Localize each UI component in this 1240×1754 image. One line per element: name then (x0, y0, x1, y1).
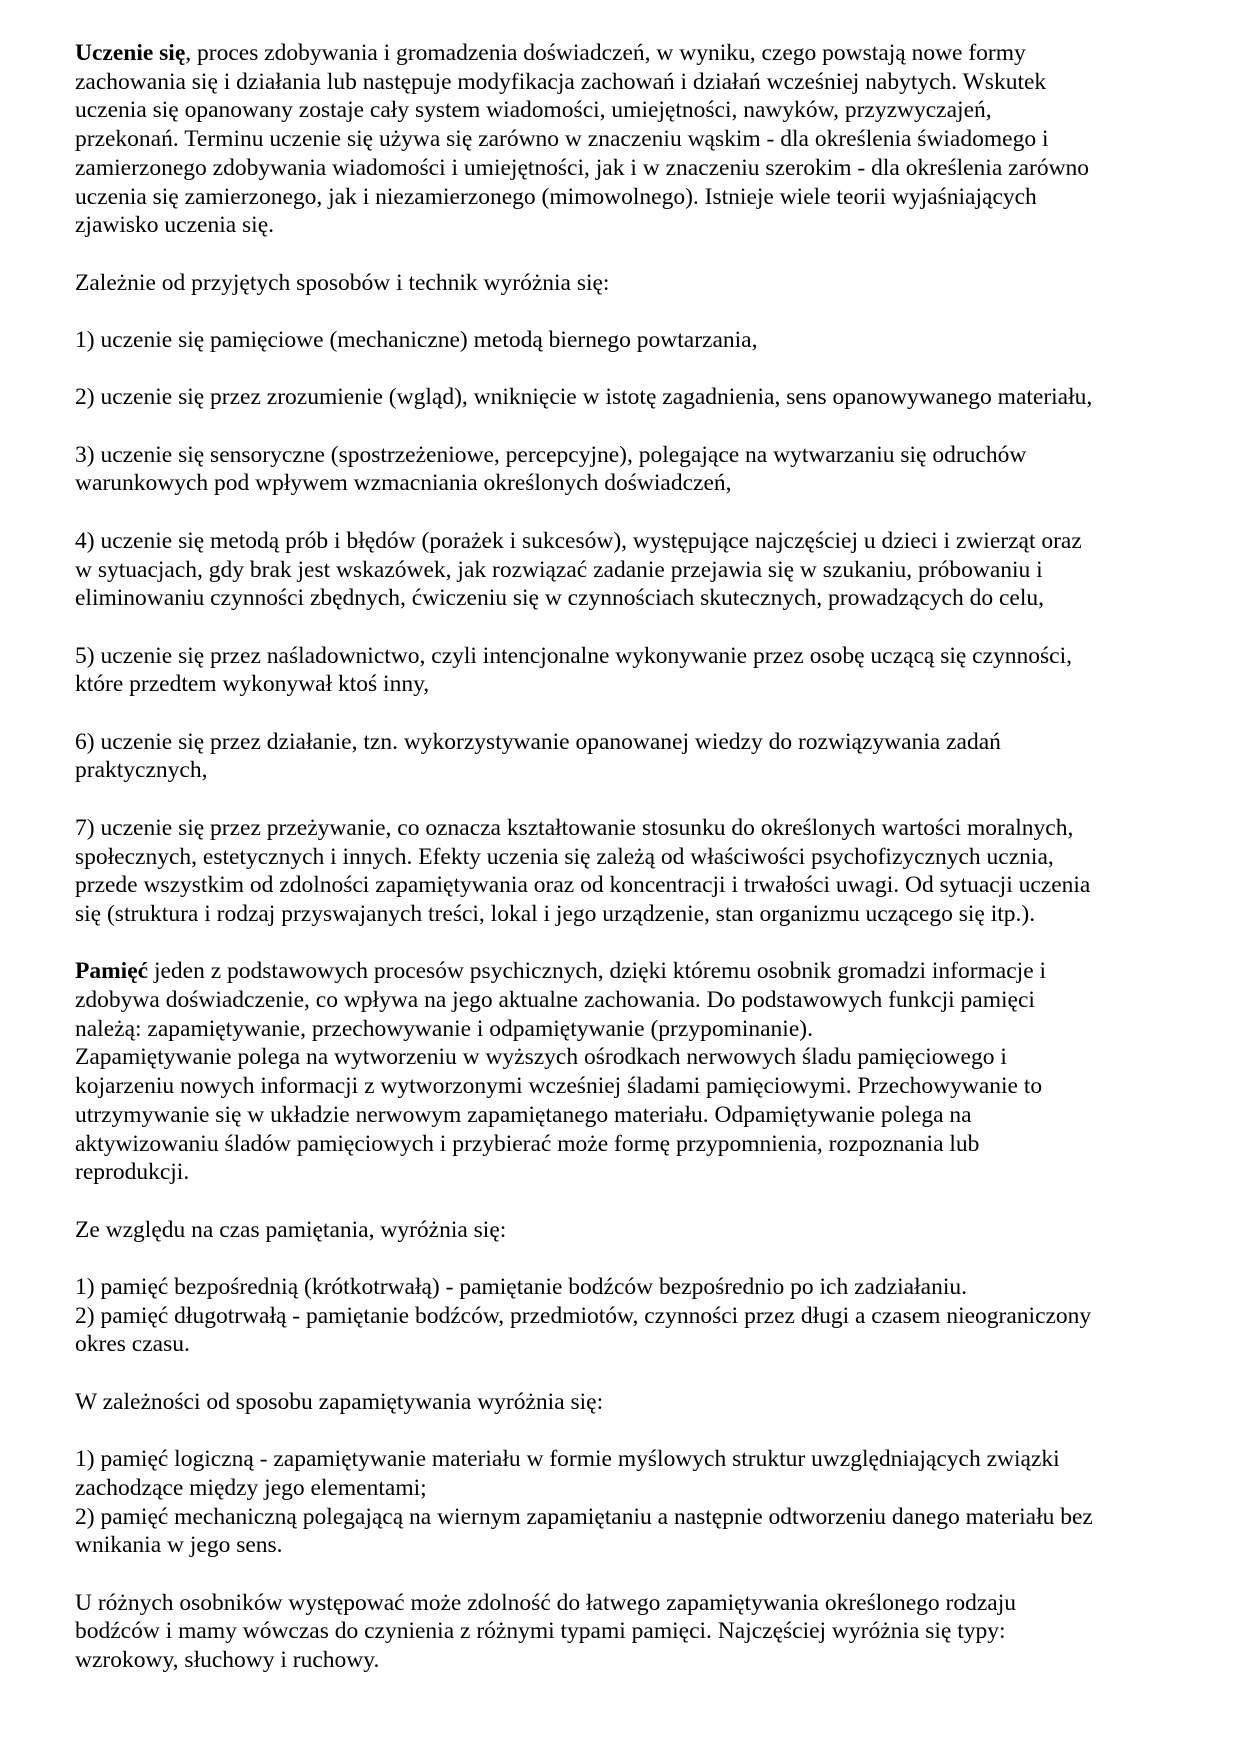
paragraph (75, 642, 1175, 699)
text-line (75, 1388, 1175, 1417)
text-line (75, 1617, 1175, 1646)
text-line (75, 183, 1175, 212)
text-line (75, 584, 1175, 613)
text-line (75, 269, 1175, 298)
text-line (75, 642, 1175, 671)
paragraph (75, 1445, 1175, 1560)
line-text: 2) uczenie się przez zrozumienie (wgląd), wniknięcie w istotę zagadnienia, sens opanowywanego materiału, (75, 384, 1093, 411)
text-line (75, 154, 1175, 183)
line-text: utrzymywanie się w układzie nerwowym zapamiętanego materiału. Odpamiętywanie polega na (75, 1101, 972, 1128)
text-line (75, 1158, 1175, 1187)
line-text: Zależnie od przyjętych sposobów i technik wyróżnia się: (75, 269, 610, 296)
paragraph (75, 441, 1175, 498)
line-text: eliminowaniu czynności zbędnych, ćwiczeniu się w czynnościach skutecznych, prowadzących do celu, (75, 585, 1044, 612)
text-line (75, 39, 1175, 68)
text-line (75, 756, 1175, 785)
text-line (75, 670, 1175, 699)
paragraph (75, 1216, 1175, 1245)
line-text: kojarzeniu nowych informacji z wytworzonymi wcześniej śladami pamięciowymi. Przechowywanie to (75, 1073, 1043, 1100)
line-text: zamierzonego zdobywania wiadomości i umiejętności, jak i w znaczeniu szerokim - dla określenia zarówno (75, 154, 1090, 181)
line-text: bodźców i mamy wówczas do czynienia z różnymi typami pamięci. Najczęściej wyróżnia się typy: (75, 1618, 1006, 1645)
line-text: Ze względu na czas pamiętania, wyróżnia się: (75, 1216, 507, 1243)
line-text: się (struktura i rodzaj przyswajanych treści, lokal i jego urządzenie, stan organizmu uczącego się itp.). (75, 900, 1036, 927)
text-line (75, 1445, 1175, 1474)
line-text: w sytuacjach, gdy brak jest wskazówek, jak rozwiązać zadanie przejawia się w szukaniu, próbowaniu i (75, 556, 1043, 583)
text-line (75, 1101, 1175, 1130)
line-text: 2) pamięć mechaniczną polegającą na wiernym zapamiętaniu a następnie odtworzeniu danego materiału bez (75, 1503, 1093, 1530)
text-line (75, 96, 1175, 125)
paragraph (75, 269, 1175, 298)
line-text: praktycznych, (75, 757, 208, 784)
line-text: zachodzące między jego elementami; (75, 1474, 427, 1501)
paragraph (75, 1589, 1175, 1675)
text-line (75, 125, 1175, 154)
text-line (75, 871, 1175, 900)
text-line (75, 326, 1175, 355)
text-line (75, 556, 1175, 585)
line-text: jeden z podstawowych procesów psychicznych, dzięki któremu osobnik gromadzi informacje i (148, 958, 1047, 985)
text-line (75, 1330, 1175, 1359)
bold-term: Uczenie się (75, 40, 186, 66)
document-page (75, 39, 1175, 1704)
text-line (75, 1130, 1175, 1159)
text-line (75, 441, 1175, 470)
line-text: wzrokowy, słuchowy i ruchowy. (75, 1647, 380, 1674)
line-text: zdobywa doświadczenie, co wpływa na jego aktualne zachowania. Do podstawowych funkcji pamięci (75, 987, 1035, 1014)
paragraph (75, 383, 1175, 412)
text-line (75, 986, 1175, 1015)
text-line (75, 900, 1175, 929)
paragraph (75, 957, 1175, 1187)
line-text: 1) uczenie się pamięciowe (mechaniczne) metodą biernego powtarzania, (75, 327, 758, 353)
line-text: społecznych, estetycznych i innych. Efekty uczenia się zależą od właściwości psychofizycznych ucznia, (75, 843, 1054, 870)
line-text: zjawisko uczenia się. (75, 212, 275, 239)
line-text: przekonań. Terminu uczenie się używa się zarówno w znaczeniu wąskim - dla określenia świadomego i (75, 126, 1049, 153)
paragraph (75, 1388, 1175, 1417)
text-line (75, 1015, 1175, 1044)
line-text: 1) pamięć logiczną - zapamiętywanie materiału w formie myślowych struktur uwzględniających związki (75, 1446, 1060, 1473)
text-line (75, 1589, 1175, 1618)
line-text: 7) uczenie się przez przeżywanie, co oznacza kształtowanie stosunku do określonych wartości moralnych, (75, 814, 1074, 841)
line-text: 5) uczenie się przez naśladownictwo, czyli intencjonalne wykonywanie przez osobę uczącą się czynności, (75, 642, 1073, 669)
line-text: Zapamiętywanie polega na wytworzeniu w wyższych ośrodkach nerwowych śladu pamięciowego i (75, 1044, 1007, 1071)
paragraph (75, 728, 1175, 785)
text-line (75, 527, 1175, 556)
text-line (75, 957, 1175, 986)
text-line (75, 68, 1175, 97)
text-line (75, 1531, 1175, 1560)
line-text: przede wszystkim od zdolności zapamiętywania oraz od koncentracji i trwałości uwagi. Od sytuacji uczenia (75, 872, 1091, 899)
line-text: 1) pamięć bezpośrednią (krótkotrwałą) - pamiętanie bodźców bezpośrednio po ich zadziałaniu. (75, 1274, 967, 1301)
text-line (75, 1646, 1175, 1675)
line-text: należą: zapamiętywanie, przechowywanie i odpamiętywanie (przypominanie). (75, 1015, 813, 1042)
line-text: 6) uczenie się przez działanie, tzn. wykorzystywanie opanowanej wiedzy do rozwiązywania zadań (75, 728, 1001, 755)
text-line (75, 1302, 1175, 1331)
bold-term: Pamięć (75, 958, 149, 985)
line-text: warunkowych pod wpływem wzmacniania określonych doświadczeń, (75, 470, 732, 497)
line-text: W zależności od sposobu zapamiętywania wyróżnia się: (75, 1388, 604, 1415)
line-text: aktywizowaniu śladów pamięciowych i przybierać może formę przypomnienia, rozpoznania lub (75, 1130, 980, 1157)
paragraph (75, 1273, 1175, 1359)
text-line (75, 1072, 1175, 1101)
paragraph (75, 527, 1175, 613)
line-text: okres czasu. (75, 1331, 190, 1358)
line-text: reprodukcji. (75, 1159, 190, 1186)
text-line (75, 728, 1175, 757)
paragraph (75, 39, 1175, 240)
text-line (75, 1474, 1175, 1503)
line-text: zachowania się i działania lub następuje modyfikacja zachowań i działań wcześniej nabytych. Wskutek (75, 68, 1047, 95)
text-line (75, 1216, 1175, 1245)
paragraph (75, 326, 1175, 355)
text-line (75, 814, 1175, 843)
text-line (75, 1043, 1175, 1072)
line-text: , proces zdobywania i gromadzenia doświadczeń, w wyniku, czego powstają nowe formy (185, 40, 1026, 66)
line-text: 3) uczenie się sensoryczne (spostrzeżeniowe, percepcyjne), polegające na wytwarzaniu się odruchów (75, 441, 1027, 468)
paragraph (75, 814, 1175, 929)
line-text: 2) pamięć długotrwałą - pamiętanie bodźców, przedmiotów, czynności przez długi a czasem nieograniczony (75, 1302, 1092, 1329)
text-line (75, 469, 1175, 498)
line-text: 4) uczenie się metodą prób i błędów (porażek i sukcesów), występujące najczęściej u dzieci i zwierząt oraz (75, 527, 1082, 554)
line-text: wnikania w jego sens. (75, 1532, 283, 1559)
line-text: uczenia się zamierzonego, jak i niezamierzonego (mimowolnego). Istnieje wiele teorii wyjaśniających (75, 183, 1037, 210)
line-text: uczenia się opanowany zostaje cały system wiadomości, umiejętności, nawyków, przyzwyczajeń, (75, 97, 992, 124)
text-line (75, 1503, 1175, 1532)
line-text: które przedtem wykonywał ktoś inny, (75, 671, 430, 698)
text-line (75, 843, 1175, 872)
text-line (75, 1273, 1175, 1302)
text-line (75, 211, 1175, 240)
text-line (75, 383, 1175, 412)
line-text: U różnych osobników występować może zdolność do łatwego zapamiętywania określonego rodzaju (75, 1589, 1017, 1616)
